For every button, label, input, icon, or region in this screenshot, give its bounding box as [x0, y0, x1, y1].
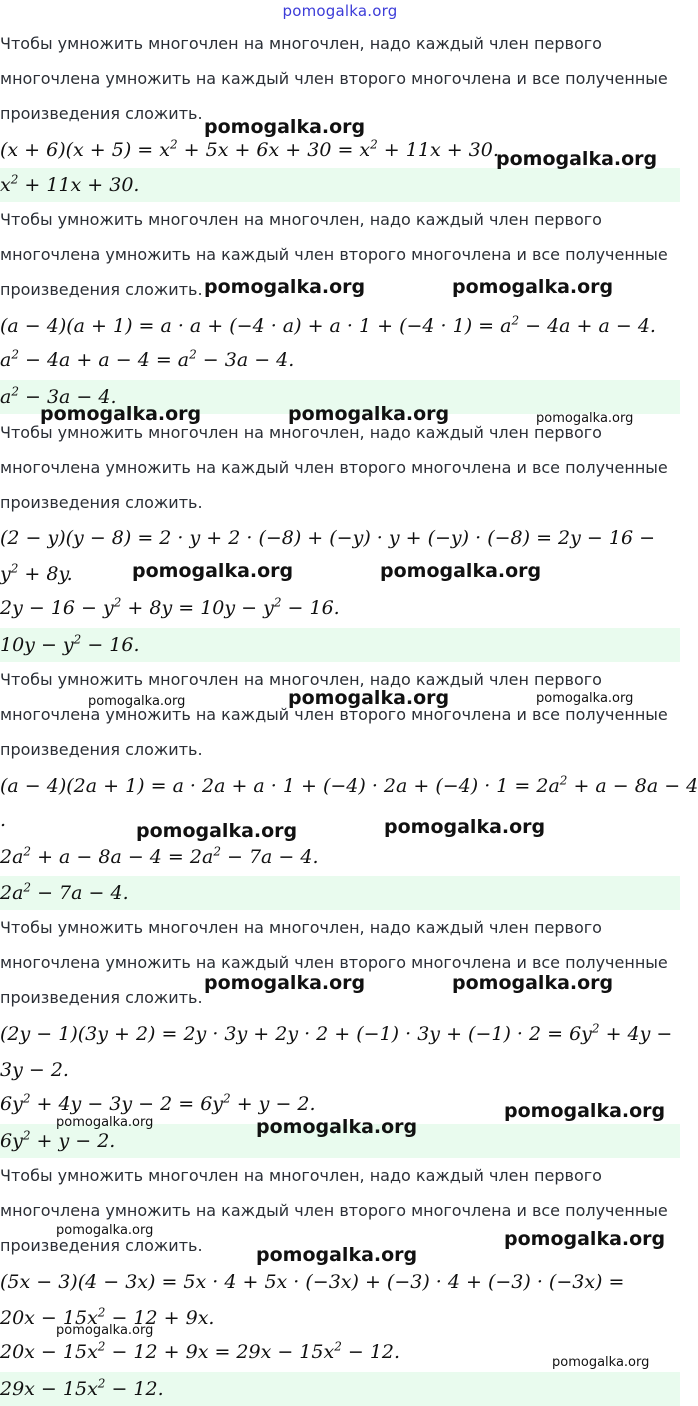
watermark: pomogalka.org: [288, 687, 450, 709]
watermark: pomogalka.org: [204, 116, 366, 138]
rule-line: многочлена умножить на каждый член второго многочлена и все полученные: [0, 69, 668, 88]
math-line: .: [0, 809, 7, 831]
watermark: pomogalka.org: [56, 1223, 154, 1238]
rule-line: многочлена умножить на каждый член второго многочлена и все полученные: [0, 1201, 668, 1220]
rule-line: Чтобы умножить многочлен на многочлен, надо каждый член первого: [0, 1166, 602, 1185]
math-line: $6y^2 + 4y - 3y - 2 = 6y^2 + y - 2$.: [0, 1091, 316, 1115]
watermark: pomogalka.org: [536, 691, 634, 706]
watermark: pomogalka.org: [40, 403, 202, 425]
rule-line: Чтобы умножить многочлен на многочлен, надо каждый член первого: [0, 918, 602, 937]
watermark: pomogalka.org: [552, 1355, 650, 1370]
math-line: $(x + 6)(x + 5) = x^2 + 5x + 6x + 30 = x^2 + 11x + 30$.: [0, 137, 499, 161]
math-line: $(a - 4)(2a + 1) = a \cdot 2a + a \cdot 1 + (-4) \cdot 2a + (-4) \cdot 1 = 2a^2 + a - 8a - 4$: [0, 773, 698, 797]
watermark: pomogalka.org: [56, 1323, 154, 1338]
watermark: pomogalka.org: [504, 1100, 666, 1122]
answer-box: $29x - 15x^2 - 12$.: [0, 1372, 680, 1406]
answer-box: $6y^2 + y - 2$.: [0, 1124, 680, 1158]
watermark: pomogalka.org: [384, 816, 546, 838]
answer-box: $a^2 - 3a - 4$.: [0, 380, 680, 414]
math-line: $20x - 15x^2 - 12 + 9x = 29x - 15x^2 - 12$.: [0, 1339, 401, 1363]
watermark: pomogalka.org: [288, 403, 450, 425]
watermark: pomogalka.org: [496, 148, 658, 170]
rule-line: многочлена умножить на каждый член второго многочлена и все полученные: [0, 705, 668, 724]
watermark: pomogalka.org: [204, 276, 366, 298]
math-line: (2 − y)(y − 8) = 2 · y + 2 · (−8) + (−y) · y + (−y) · (−8) = 2y − 16 −: [0, 527, 655, 549]
rule-line: Чтобы умножить многочлен на многочлен, надо каждый член первого: [0, 34, 602, 53]
rule-line: произведения сложить.: [0, 104, 203, 123]
rule-text: [0, 910, 680, 1015]
watermark: pomogalka.org: [204, 972, 366, 994]
watermark: pomogalka.org: [132, 560, 294, 582]
rule-line: многочлена умножить на каждый член второго многочлена и все полученные: [0, 245, 668, 264]
math-line: $(a - 4)(a + 1) = a \cdot a + (-4 \cdot a) + a \cdot 1 + (-4 \cdot 1) = a^2 - 4a + a - 4$.: [0, 313, 656, 337]
math-line: (5x − 3)(4 − 3x) = 5x · 4 + 5x · (−3x) + (−3) · 4 + (−3) · (−3x) =: [0, 1271, 625, 1293]
watermark: pomogalka.org: [256, 1116, 418, 1138]
watermark: pomogalka.org: [452, 276, 614, 298]
watermark: pomogalka.org: [380, 560, 542, 582]
math-line: $2y - 16 - y^2 + 8y = 10y - y^2 - 16$.: [0, 595, 340, 619]
rule-text: [0, 415, 680, 520]
math-line: $y^2 + 8y$.: [0, 561, 73, 585]
rule-line: Чтобы умножить многочлен на многочлен, надо каждый член первого: [0, 210, 602, 229]
rule-text: [0, 662, 680, 767]
watermark: pomogalka.org: [56, 1115, 154, 1130]
watermark: pomogalka.org: [504, 1228, 666, 1250]
rule-line: произведения сложить.: [0, 1236, 203, 1255]
rule-line: Чтобы умножить многочлен на многочлен, надо каждый член первого: [0, 670, 602, 689]
watermark: pomogalka.org: [256, 1244, 418, 1266]
rule-line: произведения сложить.: [0, 988, 203, 1007]
rule-line: произведения сложить.: [0, 740, 203, 759]
answer-box: $10y - y^2 - 16$.: [0, 628, 680, 662]
watermark: pomogalka.org: [536, 411, 634, 426]
rule-line: произведения сложить.: [0, 280, 203, 299]
watermark: pomogalka.org: [88, 694, 186, 709]
site-header-link[interactable]: pomogalka.org: [282, 2, 398, 20]
rule-line: многочлена умножить на каждый член второго многочлена и все полученные: [0, 953, 668, 972]
math-line: $(2y - 1)(3y + 2) = 2y \cdot 3y + 2y \cdot 2 + (-1) \cdot 3y + (-1) \cdot 2 = 6y^2 + 4y$ −: [0, 1021, 673, 1045]
math-line: $20x - 15x^2 - 12 + 9x$.: [0, 1305, 215, 1329]
rule-line: произведения сложить.: [0, 493, 203, 512]
rule-line: Чтобы умножить многочлен на многочлен, надо каждый член первого: [0, 423, 602, 442]
math-line: $a^2 - 4a + a - 4 = a^2 - 3a - 4$.: [0, 347, 295, 371]
answer-box: $x^2 + 11x + 30$.: [0, 168, 680, 202]
watermark: pomogalka.org: [136, 820, 298, 842]
math-line: $2a^2 + a - 8a - 4 = 2a^2 - 7a - 4$.: [0, 844, 319, 868]
rule-line: многочлена умножить на каждый член второго многочлена и все полученные: [0, 458, 668, 477]
answer-box: $2a^2 - 7a - 4$.: [0, 876, 680, 910]
math-line: 3y − 2.: [0, 1059, 69, 1081]
watermark: pomogalka.org: [452, 972, 614, 994]
